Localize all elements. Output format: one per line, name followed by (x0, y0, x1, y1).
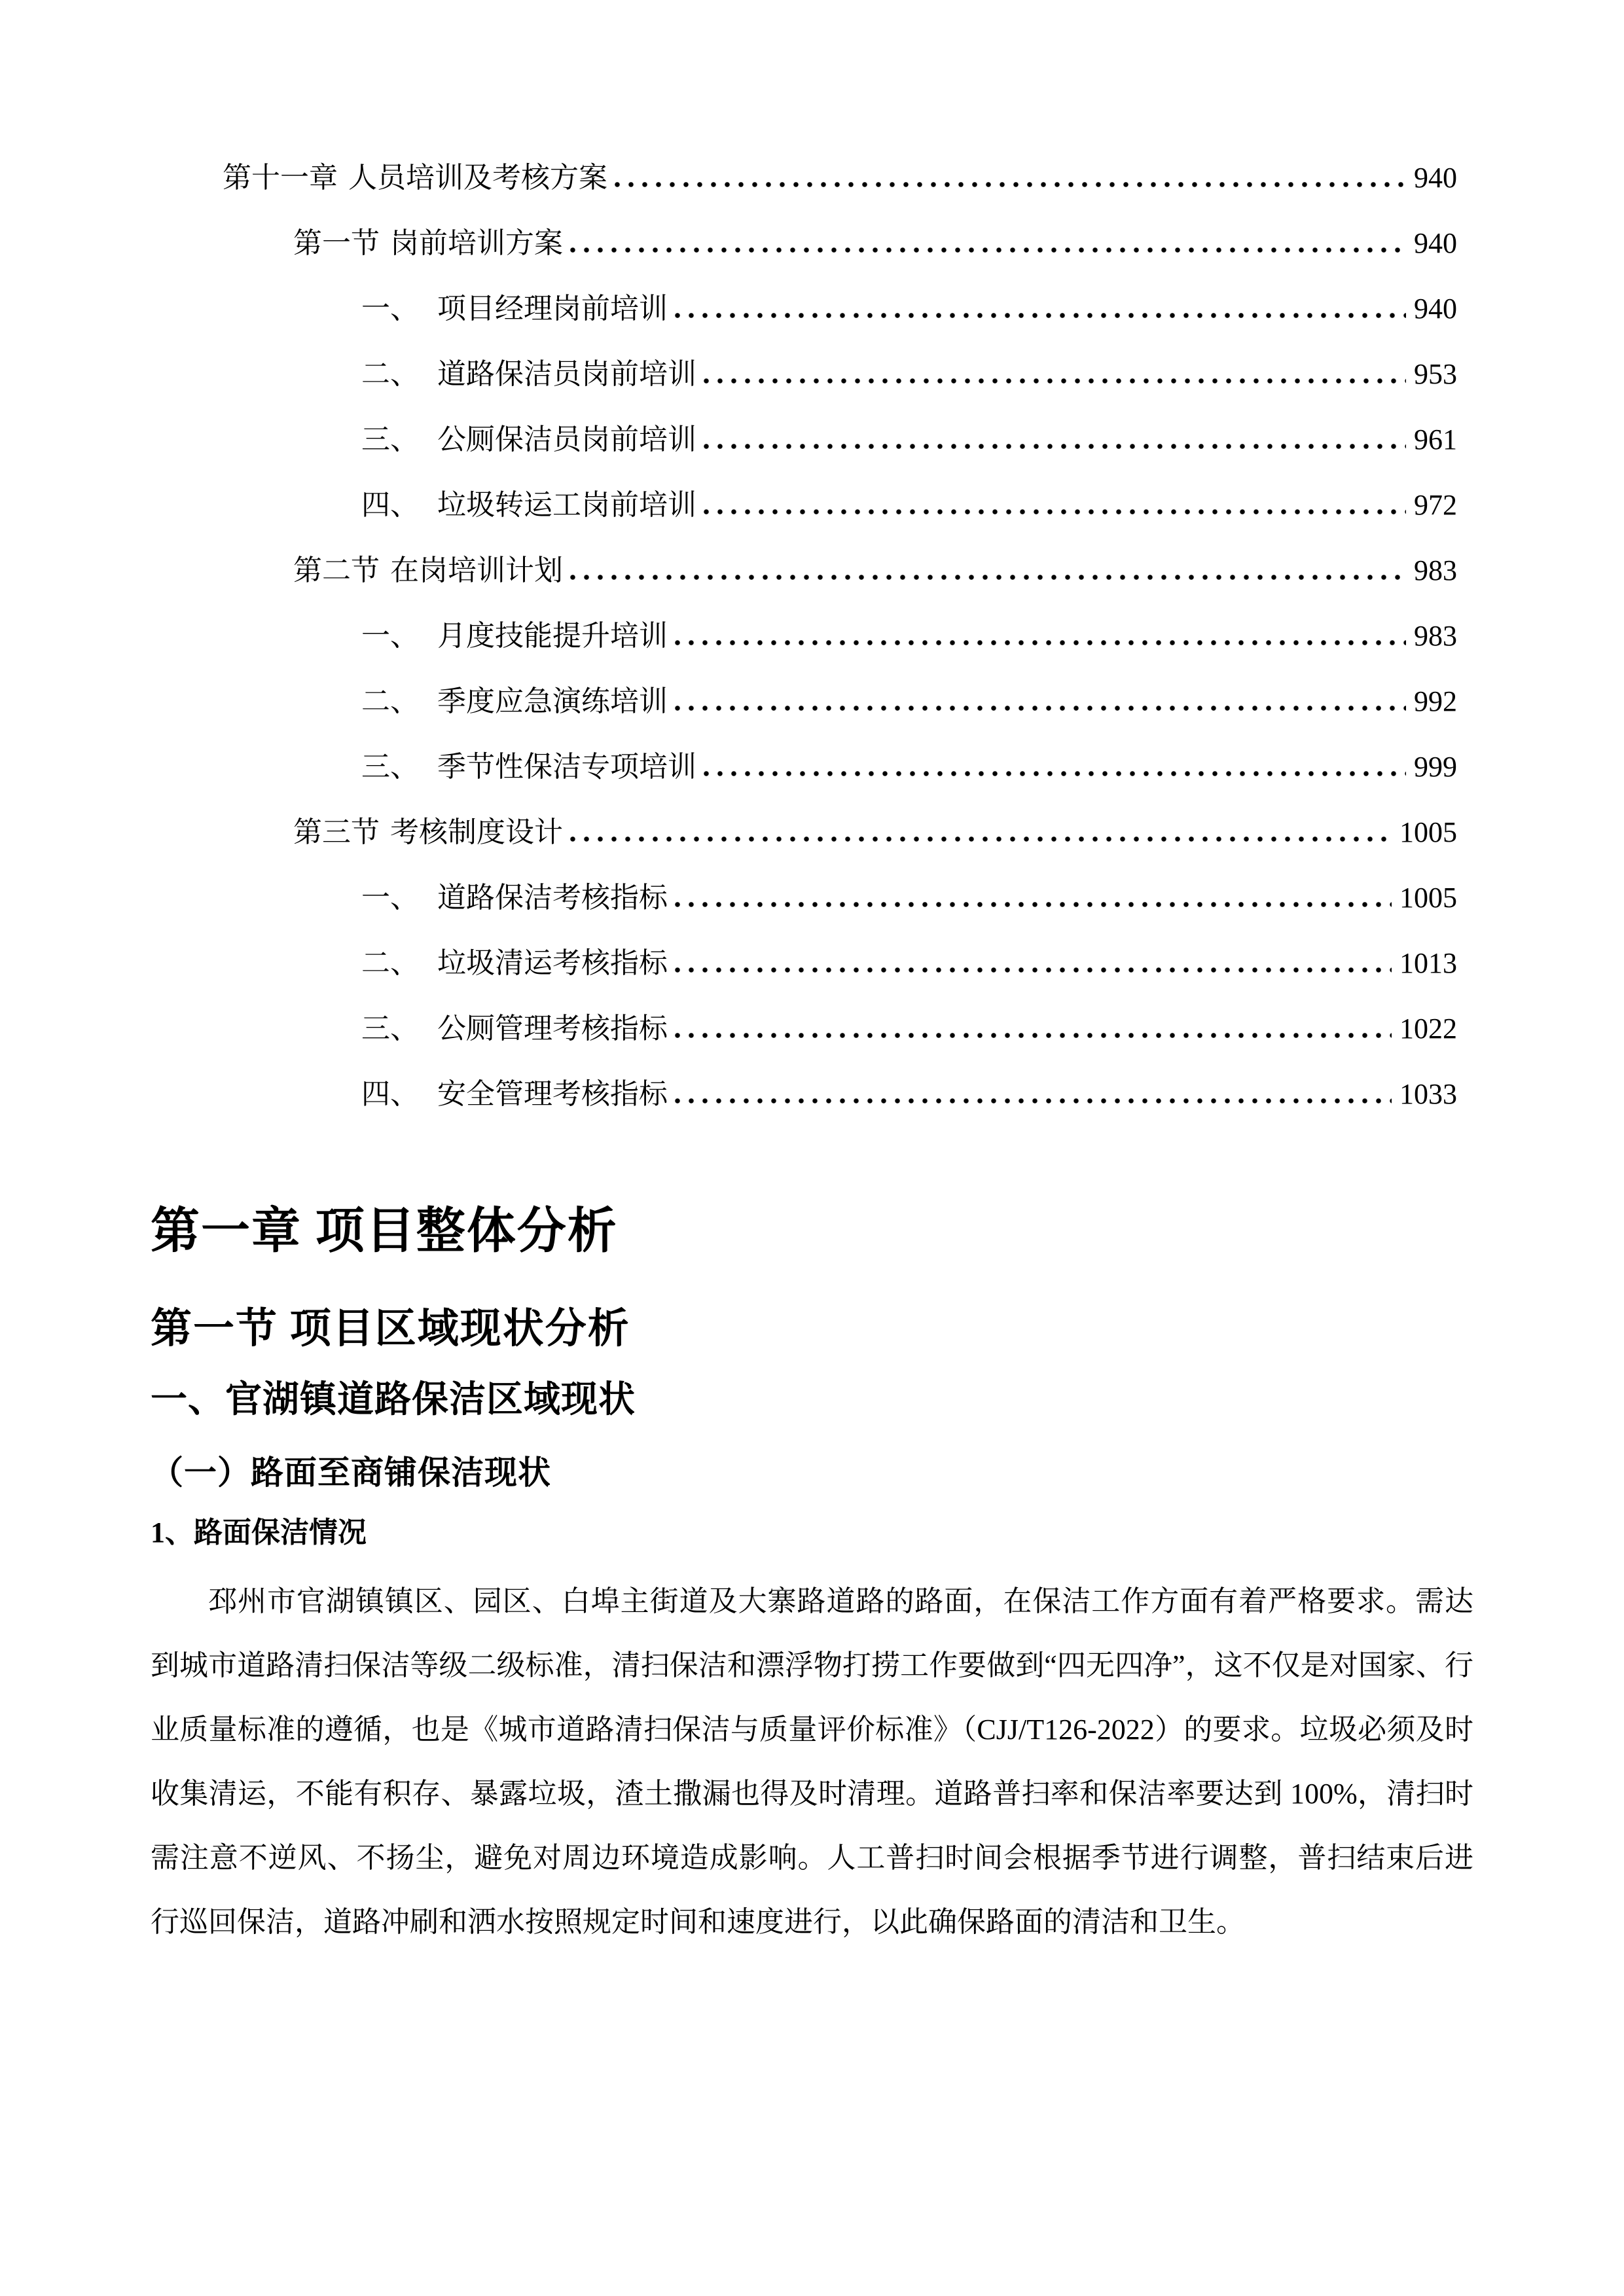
toc-entry-number: 三、 (361, 751, 419, 783)
toc-page-number: 940 (1414, 227, 1457, 259)
toc-page-number: 940 (1414, 293, 1457, 325)
toc-entry-number: 一、 (361, 882, 419, 914)
toc-page-number: 1033 (1399, 1078, 1457, 1110)
toc-entry-title: 在岗培训计划 (390, 554, 563, 586)
toc-page-number: 1005 (1399, 882, 1457, 914)
point-heading: 1、路面保洁情况 (151, 1516, 367, 1549)
toc-dot-leader (674, 639, 1406, 646)
toc-dot-leader (614, 181, 1406, 188)
toc-entry[interactable] (151, 603, 1457, 669)
toc-entry[interactable] (151, 342, 1457, 407)
toc-dot-leader (703, 509, 1406, 515)
toc-entry[interactable] (151, 407, 1457, 473)
toc-entry-title: 垃圾清运考核指标 (437, 947, 668, 979)
toc-dot-leader (674, 901, 1392, 908)
toc-page-number: 972 (1414, 489, 1457, 521)
toc-dot-leader (703, 378, 1406, 384)
section-heading: 第一节 项目区域现状分析 (151, 1306, 630, 1352)
toc-entry-title: 公厕保洁员岗前培训 (437, 423, 696, 456)
toc-entry-title: 安全管理考核指标 (437, 1078, 668, 1110)
toc-entry-title: 垃圾转运工岗前培训 (437, 489, 696, 521)
toc-entry[interactable] (151, 145, 1457, 211)
toc-entry[interactable] (151, 734, 1457, 800)
chapter-heading: 第一章 项目整体分析 (151, 1204, 618, 1259)
toc-entry[interactable] (151, 865, 1457, 931)
toc-page-number: 1013 (1399, 947, 1457, 979)
toc-page-number: 1022 (1399, 1013, 1457, 1045)
toc-entry[interactable] (151, 1062, 1457, 1127)
toc-entry-number: 四、 (361, 1078, 419, 1110)
toc-page-number: 992 (1414, 685, 1457, 717)
toc-dot-leader (703, 443, 1406, 450)
toc-entry-number: 三、 (361, 1013, 419, 1045)
toc-entry[interactable] (151, 538, 1457, 603)
subsubsection-heading: （一）路面至商铺保洁现状 (151, 1454, 551, 1491)
toc-dot-leader (674, 1098, 1392, 1104)
toc-entry-number: 二、 (361, 685, 419, 717)
toc-entry-title: 人员培训及考核方案 (348, 162, 607, 194)
toc-dot-leader (569, 574, 1406, 581)
toc-entry-number: 三、 (361, 423, 419, 456)
toc-entry-number: 第一节 (293, 227, 380, 259)
toc-page-number: 940 (1414, 162, 1457, 194)
toc-entry[interactable] (151, 211, 1457, 276)
toc-dot-leader (674, 312, 1406, 319)
toc-entry-title: 岗前培训方案 (390, 227, 563, 259)
toc-dot-leader (674, 705, 1406, 711)
toc-entry-number: 一、 (361, 293, 419, 325)
toc-entry-title: 月度技能提升培训 (437, 620, 668, 652)
toc-page-number: 983 (1414, 620, 1457, 652)
toc-entry-number: 二、 (361, 947, 419, 979)
toc-entry-title: 项目经理岗前培训 (437, 293, 668, 325)
toc-dot-leader (569, 247, 1406, 253)
toc-entry-title: 道路保洁考核指标 (437, 882, 668, 914)
toc-entry-number: 二、 (361, 358, 419, 390)
toc-entry-number: 第二节 (293, 554, 380, 586)
body-paragraph: 邳州市官湖镇镇区、园区、白埠主街道及大寨路道路的路面，在保洁工作方面有着严格要求。需达到城市道路清扫保洁等级二级标准，清扫保洁和漂浮物打捞工作要做到“四无四净”，这不仅是对国家、行业质量标准的遵循，也是《城市道路清扫保洁与质量评价标准》（CJJ/T126-2022）的要求。垃圾必须及时收集清运，不能有积存、暴露垃圾，渣土撒漏也得及时清理。道路普扫率和保洁率要达到 100%，清扫时需注意不逆风、不扬尘，避免对周边环境造成影响。人工普扫时间会根据季节进行调整，普扫结束后进行巡回保洁，道路冲刷和洒水按照规定时间和速度进行，以此确保路面的清洁和卫生。 (151, 1585, 1473, 1938)
toc-entry[interactable] (151, 669, 1457, 734)
toc-entry-title: 道路保洁员岗前培训 (437, 358, 696, 390)
toc-entry-number: 第十一章 (223, 162, 338, 194)
toc-entry-title: 季节性保洁专项培训 (437, 751, 696, 783)
toc-entry[interactable] (151, 931, 1457, 996)
toc-entry[interactable] (151, 800, 1457, 865)
toc-dot-leader (674, 967, 1392, 973)
subsection-heading: 一、官湖镇道路保洁区域现状 (151, 1380, 636, 1420)
toc-entry-number: 四、 (361, 489, 419, 521)
toc-dot-leader (569, 836, 1392, 842)
toc-entry[interactable] (151, 996, 1457, 1062)
toc-entry[interactable] (151, 473, 1457, 538)
toc-page-number: 999 (1414, 751, 1457, 783)
toc-entry-number: 一、 (361, 620, 419, 652)
toc-entry-title: 季度应急演练培训 (437, 685, 668, 717)
toc-dot-leader (703, 770, 1406, 777)
toc-entry-title: 公厕管理考核指标 (437, 1013, 668, 1045)
toc-page-number: 953 (1414, 358, 1457, 390)
chapter-content (151, 1202, 1473, 1954)
table-of-contents (151, 145, 1473, 1127)
toc-entry-title: 考核制度设计 (390, 816, 563, 848)
toc-page-number: 1005 (1399, 816, 1457, 848)
toc-entry[interactable] (151, 276, 1457, 342)
toc-page-number: 961 (1414, 423, 1457, 456)
toc-dot-leader (674, 1032, 1392, 1039)
toc-entry-number: 第三节 (293, 816, 380, 848)
toc-page-number: 983 (1414, 554, 1457, 586)
